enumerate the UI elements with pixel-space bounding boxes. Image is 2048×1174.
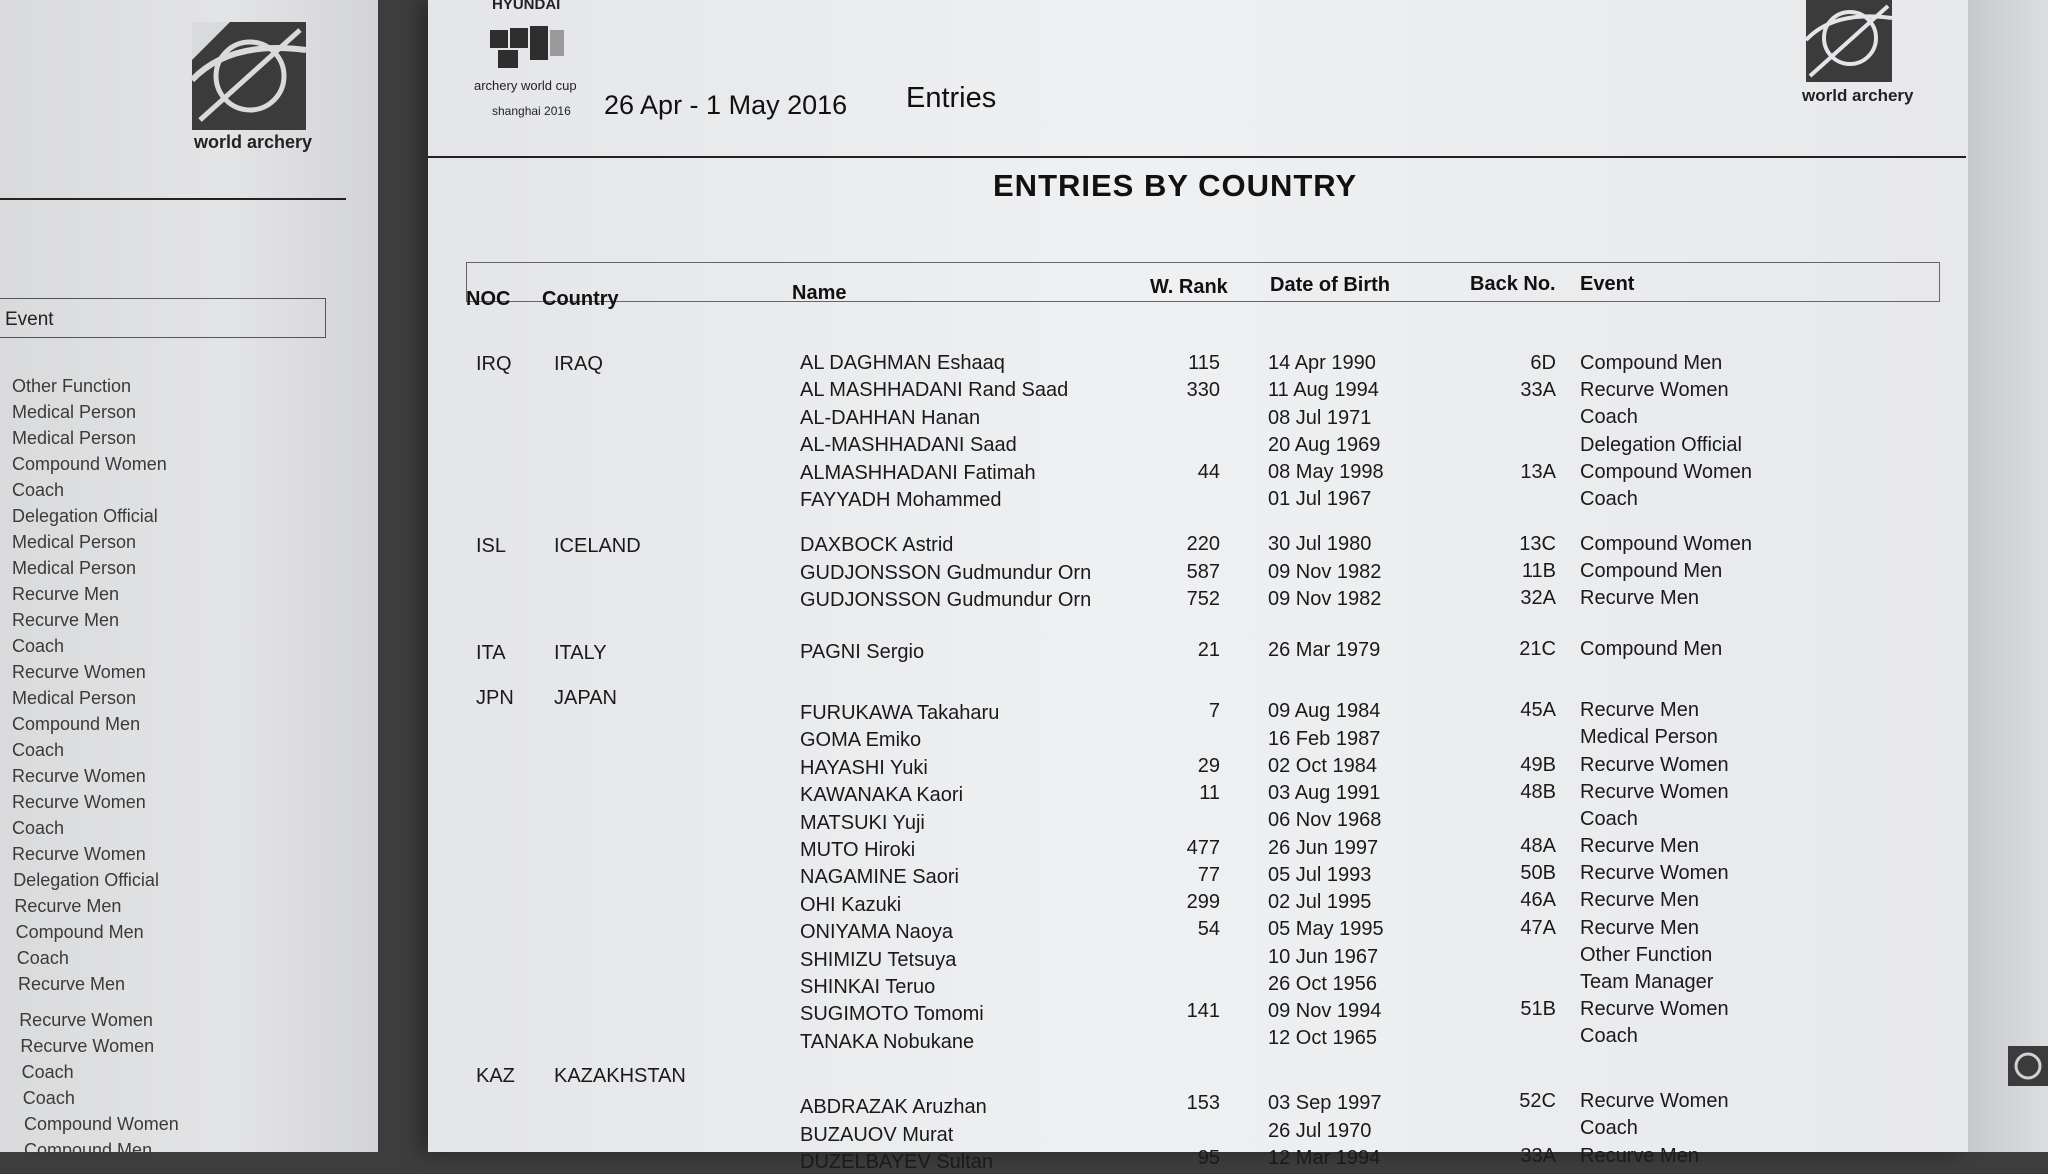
country-name: ITALY <box>554 641 607 664</box>
world-rank: 11 <box>1199 782 1220 805</box>
athlete-name: TANAKA Nobukane <box>800 1030 975 1053</box>
entry-event: Compound Women <box>1580 460 1752 483</box>
left-event-item: Other Function <box>12 376 132 396</box>
back-number: 50B <box>1520 862 1556 885</box>
event-logo-line2: shanghai 2016 <box>492 104 571 118</box>
entry-event: Recurve Men <box>1580 699 1699 722</box>
back-number: 45A <box>1520 699 1556 722</box>
world-rank: 54 <box>1197 918 1220 941</box>
entry-event: Medical Person <box>1580 726 1718 749</box>
athlete-name: OHI Kazuki <box>800 893 902 916</box>
world-rank: 477 <box>1186 836 1220 859</box>
left-event-item: Medical Person <box>12 688 137 708</box>
athlete-name: PAGNI Sergio <box>800 640 925 663</box>
country-noc: KAZ <box>476 1065 515 1088</box>
left-event-item: Compound Men <box>12 714 141 734</box>
back-number: 46A <box>1520 889 1556 912</box>
date-of-birth: 14 Apr 1990 <box>1268 351 1376 374</box>
world-archery-logo-text: world archery <box>1802 86 1914 105</box>
back-number: 52C <box>1519 1090 1556 1113</box>
left-event-item: Delegation Official <box>12 506 158 526</box>
athlete-name: AL DAGHMAN Eshaaq <box>800 352 1005 374</box>
country-name: IRAQ <box>554 353 603 375</box>
entry-event: Recurve Men <box>1580 835 1699 858</box>
world-rank: 95 <box>1197 1146 1220 1169</box>
date-of-birth: 26 Jun 1997 <box>1268 836 1379 859</box>
world-rank: 21 <box>1197 639 1220 662</box>
entry-event: Coach <box>1580 406 1638 429</box>
header-divider <box>428 156 1966 158</box>
entry-event: Recurve Men <box>1580 1144 1699 1167</box>
athlete-name: BUZAUOV Murat <box>800 1123 954 1146</box>
left-event-item: Coach <box>12 636 65 656</box>
back-number: 51B <box>1520 998 1556 1021</box>
athlete-name: DUZELBAYEV Sultan <box>800 1151 994 1173</box>
entry-event: Delegation Official <box>1580 433 1742 456</box>
athlete-name: FAYYADH Mohammed <box>800 489 1002 511</box>
col-header-rank: W. Rank <box>1150 276 1228 298</box>
entry-event: Recurve Women <box>1580 753 1729 776</box>
athlete-name: AL-DAHHAN Hanan <box>800 406 981 429</box>
athlete-name: ABDRAZAK Aruzhan <box>800 1096 987 1119</box>
back-number: 32A <box>1520 587 1556 610</box>
col-header-noc: NOC <box>466 288 511 310</box>
entry-event: Compound Men <box>1580 351 1723 374</box>
entry-event: Recurve Men <box>1580 916 1699 939</box>
entry-event: Recurve Women <box>1580 998 1729 1021</box>
back-number: 33A <box>1520 1144 1556 1167</box>
left-event-item: Compound Women <box>12 454 167 474</box>
entry-event: Team Manager <box>1580 970 1714 993</box>
date-of-birth: 11 Aug 1994 <box>1268 379 1379 402</box>
document-title: ENTRIES BY COUNTRY <box>993 168 1358 203</box>
date-of-birth: 05 Jul 1993 <box>1268 863 1372 886</box>
entry-event: Compound Women <box>1580 532 1752 555</box>
world-rank: 77 <box>1197 863 1220 886</box>
date-of-birth: 02 Oct 1984 <box>1268 754 1377 777</box>
col-header-event: Event <box>1580 273 1635 295</box>
date-of-birth: 12 Oct 1965 <box>1268 1027 1377 1050</box>
athlete-name: AL-MASHHADANI Saad <box>800 434 1017 457</box>
left-event-item: Recurve Men <box>18 974 126 994</box>
col-header-country: Country <box>542 288 619 310</box>
col-header-back-no: Back No. <box>1470 273 1556 295</box>
left-event-item: Medical Person <box>12 532 137 552</box>
back-number: 13A <box>1520 460 1556 483</box>
back-number: 6D <box>1530 351 1556 374</box>
left-event-item: Compound Women <box>24 1114 179 1134</box>
country-noc: ITA <box>476 641 506 664</box>
athlete-name: GOMA Emiko <box>800 729 922 752</box>
world-rank: 299 <box>1186 891 1220 914</box>
date-of-birth: 12 Mar 1994 <box>1268 1146 1381 1169</box>
archery-world-cup-logo-icon <box>488 24 568 72</box>
country-noc: ISL <box>476 535 507 558</box>
date-of-birth: 26 Jul 1970 <box>1268 1119 1372 1142</box>
world-rank: 29 <box>1197 754 1220 777</box>
athlete-name: SHIMIZU Tetsuya <box>800 948 957 971</box>
date-of-birth: 20 Aug 1969 <box>1268 433 1381 456</box>
back-number: 21C <box>1519 638 1556 661</box>
date-of-birth: 09 Nov 1982 <box>1268 560 1382 583</box>
back-number: 48B <box>1520 780 1556 803</box>
left-event-item: Medical Person <box>12 558 137 578</box>
date-of-birth: 02 Jul 1995 <box>1268 891 1372 914</box>
world-archery-logo-text: world archery <box>194 132 313 152</box>
back-number: 11B <box>1521 560 1556 583</box>
entry-event: Coach <box>1580 1025 1638 1048</box>
athlete-name: HAYASHI Yuki <box>800 756 928 779</box>
country-name: ICELAND <box>554 535 641 558</box>
athlete-name: SHINKAI Teruo <box>800 976 936 998</box>
date-of-birth: 09 Nov 1982 <box>1268 588 1382 610</box>
left-event-item: Coach <box>12 480 65 500</box>
athlete-name: MATSUKI Yuji <box>800 811 925 834</box>
date-of-birth: 26 Oct 1956 <box>1268 972 1377 995</box>
athlete-name: NAGAMINE Saori <box>800 866 959 889</box>
left-event-item: Medical Person <box>12 428 137 448</box>
event-logo-line1: archery world cup <box>474 78 577 93</box>
left-event-item: Coach <box>16 948 69 968</box>
col-header-name: Name <box>792 282 847 304</box>
back-number: 47A <box>1520 916 1556 939</box>
left-divider <box>0 198 346 200</box>
entry-event: Compound Men <box>1580 560 1723 583</box>
date-of-birth: 09 Aug 1984 <box>1268 700 1381 723</box>
date-of-birth: 30 Jul 1980 <box>1268 533 1372 556</box>
back-number: 49B <box>1520 753 1556 776</box>
entry-event: Recurve Women <box>1580 379 1729 402</box>
date-of-birth: 01 Jul 1967 <box>1268 488 1372 511</box>
left-event-item: Coach <box>12 740 65 760</box>
athlete-name: GUDJONSSON Gudmundur Orn <box>800 589 1092 612</box>
left-event-item: Medical Person <box>12 402 137 422</box>
entry-event: Recurve Women <box>1580 862 1729 885</box>
entry-event: Coach <box>1580 487 1638 510</box>
world-rank: 330 <box>1186 379 1220 402</box>
date-of-birth: 06 Nov 1968 <box>1268 809 1382 832</box>
left-event-item: Recurve Women <box>19 1010 153 1030</box>
world-rank: 752 <box>1186 588 1220 610</box>
date-of-birth: 10 Jun 1967 <box>1268 945 1379 968</box>
left-event-item: Recurve Women <box>20 1036 155 1056</box>
back-number: 48A <box>1520 835 1556 858</box>
col-header-dob: Date of Birth <box>1270 274 1390 296</box>
athlete-name: KAWANAKA Kaori <box>800 784 964 807</box>
back-number: 33A <box>1520 379 1556 402</box>
entry-event: Other Function <box>1580 943 1713 966</box>
date-of-birth: 16 Feb 1987 <box>1268 727 1381 750</box>
event-dates: 26 Apr - 1 May 2016 <box>604 90 848 120</box>
date-of-birth: 26 Mar 1979 <box>1268 639 1381 662</box>
world-archery-logo-icon <box>2006 1040 2048 1090</box>
left-event-item: Recurve Women <box>12 766 146 786</box>
left-event-item: Recurve Men <box>12 610 120 630</box>
world-archery-logo-icon <box>190 20 308 132</box>
world-rank: 587 <box>1186 560 1220 583</box>
date-of-birth: 03 Aug 1991 <box>1268 782 1381 805</box>
athlete-name: ONIYAMA Naoya <box>800 921 954 944</box>
left-event-item: Compound Men <box>24 1140 153 1160</box>
athlete-name: SUGIMOTO Tomomi <box>800 1003 984 1026</box>
athlete-name: FURUKAWA Takaharu <box>800 702 1000 724</box>
left-event-item: Recurve Men <box>14 896 122 916</box>
entry-event: Coach <box>1580 807 1638 830</box>
date-of-birth: 08 May 1998 <box>1268 461 1384 484</box>
entry-event: Coach <box>1580 1117 1638 1140</box>
athlete-name: ALMASHHADANI Fatimah <box>800 461 1036 484</box>
country-noc: IRQ <box>476 353 512 375</box>
left-event-item: Recurve Women <box>12 792 146 812</box>
entry-event: Compound Men <box>1580 638 1723 661</box>
right-sheet <box>1968 0 2048 1152</box>
entry-event: Recurve Women <box>1580 1090 1729 1113</box>
left-event-item: Recurve Men <box>12 584 120 604</box>
left-event-item: Coach <box>21 1062 74 1082</box>
left-event-header-label: Event <box>5 309 54 330</box>
left-event-header <box>0 298 326 338</box>
world-rank: 153 <box>1186 1092 1220 1115</box>
world-rank: 220 <box>1186 533 1220 556</box>
left-event-item: Delegation Official <box>13 870 159 890</box>
world-rank: 44 <box>1197 461 1220 484</box>
date-of-birth: 03 Sep 1997 <box>1268 1092 1382 1115</box>
sponsor-name: HYUNDAI <box>492 0 561 13</box>
section-title: Entries <box>906 82 997 114</box>
entry-event: Recurve Men <box>1580 587 1699 610</box>
country-noc: JPN <box>476 687 514 709</box>
athlete-name: GUDJONSSON Gudmundur Orn <box>800 561 1092 584</box>
back-number: 13C <box>1519 532 1556 555</box>
athlete-name: DAXBOCK Astrid <box>800 534 954 557</box>
country-name: JAPAN <box>554 687 617 709</box>
world-rank: 115 <box>1188 351 1220 374</box>
left-event-item: Coach <box>12 818 65 838</box>
left-event-item: Compound Men <box>15 922 144 942</box>
world-rank: 141 <box>1186 1000 1220 1023</box>
world-rank: 7 <box>1208 700 1220 723</box>
date-of-birth: 08 Jul 1971 <box>1268 406 1372 429</box>
world-archery-logo-icon <box>1804 0 1894 84</box>
left-event-item: Recurve Women <box>12 844 146 864</box>
left-sheet <box>0 0 378 1160</box>
date-of-birth: 09 Nov 1994 <box>1268 1000 1382 1023</box>
country-name: KAZAKHSTAN <box>554 1065 686 1088</box>
athlete-name: MUTO Hiroki <box>800 839 916 861</box>
main-sheet <box>428 0 1968 1173</box>
left-event-item: Coach <box>22 1088 75 1108</box>
entry-event: Recurve Women <box>1580 780 1729 803</box>
athlete-name: AL MASHHADANI Rand Saad <box>800 379 1069 402</box>
left-event-item: Recurve Women <box>12 662 146 682</box>
entry-event: Recurve Men <box>1580 889 1699 912</box>
date-of-birth: 05 May 1995 <box>1268 918 1384 941</box>
